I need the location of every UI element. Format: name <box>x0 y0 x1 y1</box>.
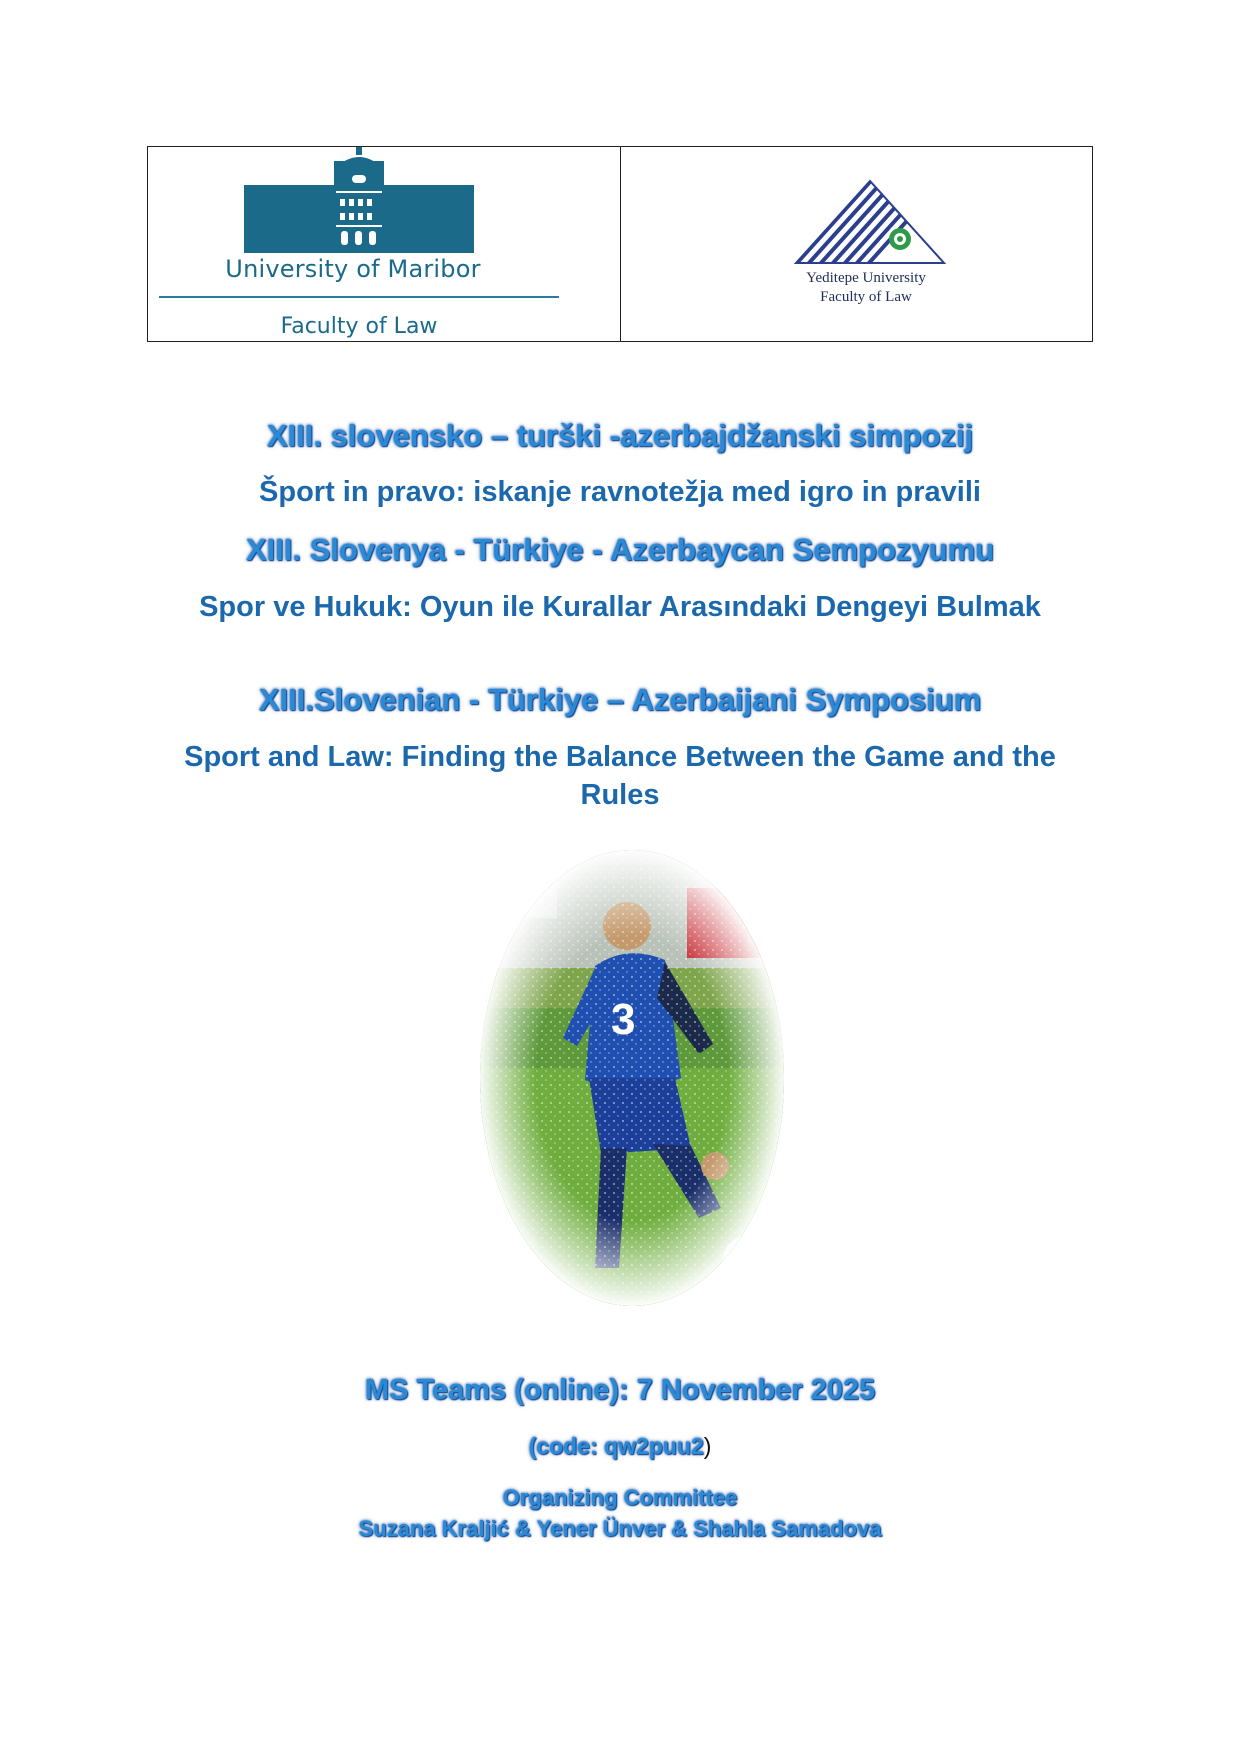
yeditepe-text <box>621 269 1111 307</box>
turkish-subtitle: Spor ve Hukuk: Oyun ile Kurallar Arasındaki Dengeyi Bulmak <box>199 591 1041 623</box>
maribor-building-logo <box>244 147 474 257</box>
football-player-image <box>477 848 787 1308</box>
slovenian-heading: XIII. slovensko – turški -azerbajdžanski simpozij <box>266 418 974 453</box>
maribor-divider <box>159 296 559 298</box>
yeditepe-triangle-logo <box>788 177 948 273</box>
english-subtitle: Sport and Law: Finding the Balance Between the Game and the Rules <box>184 741 1056 811</box>
yeditepe-university-name: Yeditepe University <box>806 270 926 286</box>
event-code-text: (code: qw2puu2 <box>528 1433 704 1459</box>
slovenian-subtitle: Šport in pravo: iskanje ravnotežja med igro in pravili <box>259 476 981 508</box>
logo-table <box>147 146 1093 342</box>
committee-label: Organizing Committee <box>502 1485 738 1510</box>
turkish-heading: XIII. Slovenya - Türkiye - Azerbaycan Sempozyumu <box>245 532 995 567</box>
yeditepe-logo-cell <box>621 147 1092 341</box>
english-heading: XIII.Slovenian - Türkiye – Azerbaijani Symposium <box>258 682 982 717</box>
maribor-faculty-name: Faculty of Law <box>280 314 438 339</box>
yeditepe-faculty-name: Faculty of Law <box>820 289 912 305</box>
event-code <box>147 1433 1093 1460</box>
maribor-logo-cell <box>148 147 621 341</box>
event-code-close: ) <box>703 1433 712 1459</box>
maribor-university-name: University of Maribor <box>225 255 481 283</box>
event-venue-date: MS Teams (online): 7 November 2025 <box>364 1374 876 1406</box>
committee-members: Suzana Kraljić & Yener Ünver & Shahla Samadova <box>358 1516 882 1541</box>
